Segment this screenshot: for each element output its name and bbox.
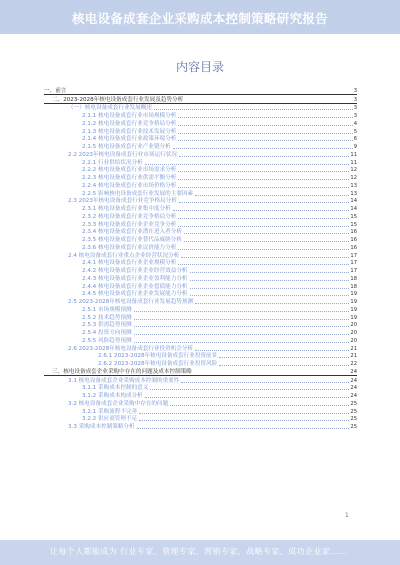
toc-leader-dots — [178, 263, 349, 265]
toc-entry[interactable] — [44, 399, 357, 407]
toc-entry-page: 24 — [350, 368, 357, 375]
toc-entry-title: 2.5.5 风险趋势预测 — [82, 337, 132, 344]
toc-leader-dots — [154, 108, 353, 110]
toc-entry-title: 2.1.1 核电设备成套行业市场规模分析 — [82, 113, 177, 119]
toc-entry-page: 3 — [353, 105, 357, 112]
footer-slogan: 让每个人都能成为 行业专家、管理专家、营销专家、战略专家、成功企业家...... — [50, 547, 348, 556]
toc-entry[interactable] — [44, 367, 357, 376]
toc-leader-dots — [178, 178, 349, 180]
toc-leader-dots — [150, 388, 349, 390]
toc-entry-title: 2.3.1 核电设备成套行业集中度分析 — [82, 206, 171, 212]
toc-entry[interactable] — [44, 228, 357, 236]
toc-entry-page: 5 — [353, 128, 357, 135]
toc-leader-dots — [173, 147, 353, 149]
toc-entry-title: 2.4.2 核电设备成套行业企业经营效益分析 — [82, 268, 188, 274]
toc-leader-dots — [145, 396, 350, 398]
toc-leader-dots — [190, 271, 350, 273]
toc-entry[interactable] — [44, 274, 357, 282]
toc-entry-page: 19 — [350, 306, 357, 313]
toc-entry[interactable] — [44, 189, 357, 197]
toc-leader-dots — [190, 287, 350, 289]
toc-leader-dots — [68, 92, 352, 93]
toc-entry-title: 2.6.2 2023-2028年核电设备成套行业投资风险 — [98, 361, 218, 367]
toc-entry-title: 2.4 核电设备成套行业重点企业经营状况分析 — [68, 252, 180, 259]
toc-entry-title: 2.3.4 核电设备成套行业潜在进入者分析 — [82, 229, 182, 236]
toc-entry-title: 2.3.6 核电设备成套行业议价能力分析 — [82, 244, 177, 251]
toc-entry-page: 3 — [353, 113, 357, 119]
toc-entry-title: 3.2.1 采购流程不完善 — [82, 408, 138, 415]
toc-leader-dots — [134, 341, 350, 343]
toc-entry-title: 2.1.4 核电设备成套行业政策环境分析 — [82, 136, 177, 143]
toc-entry[interactable] — [44, 384, 357, 392]
toc-entry-title: 2.2.5 影响核电设备成套行业发展的主要因素 — [82, 190, 194, 197]
toc-entry-page: 17 — [350, 260, 357, 267]
toc-entry-page: 11 — [350, 151, 357, 158]
toc-entry[interactable] — [44, 282, 357, 290]
toc-entry-page: 19 — [350, 291, 357, 298]
toc-entry[interactable] — [44, 220, 357, 228]
toc-entry[interactable] — [44, 235, 357, 243]
toc-entry-page: 25 — [350, 424, 357, 430]
toc-entry-page: 14 — [350, 198, 357, 205]
toc-entry-page: 12 — [350, 167, 357, 174]
toc-entry[interactable] — [44, 212, 357, 220]
toc-entry-title: 2.3 2023年核电设备成套行业竞争格局分析 — [68, 198, 177, 205]
toc-entry-title: 三、核电设备成套企业采购中存在的问题及成本控制策略 — [52, 368, 192, 375]
toc-leader-dots — [184, 232, 349, 234]
toc-entry-title: 一、前言 — [44, 87, 67, 94]
toc-entry-title: 2.4.5 核电设备成套行业企业发展能力分析 — [82, 291, 188, 298]
toc-entry-page: 15 — [350, 221, 357, 228]
toc-leader-dots — [179, 201, 350, 203]
toc-entry-page: 22 — [350, 361, 357, 367]
toc-entry-page: 21 — [350, 353, 357, 360]
report-title: 核电设备成套企业采购成本控制策略研究报告 — [71, 11, 328, 26]
toc-entry[interactable] — [44, 95, 357, 104]
toc-leader-dots — [195, 349, 349, 351]
toc-entry-title: 2.2.4 核电设备成套行业市场价格分析 — [82, 182, 177, 189]
toc-entry-page: 13 — [350, 190, 357, 197]
toc-leader-dots — [178, 186, 349, 188]
toc-leader-dots — [178, 132, 352, 134]
toc-entry-page: 11 — [350, 159, 357, 166]
page-footer — [0, 540, 400, 565]
toc-entry-page: 16 — [350, 237, 357, 243]
toc-leader-dots — [190, 294, 350, 296]
toc-entry-page: 13 — [350, 182, 357, 189]
toc-entry-page: 12 — [350, 175, 357, 181]
toc-entry[interactable] — [44, 266, 357, 274]
toc-entry-page: 17 — [350, 268, 357, 274]
table-of-contents — [44, 86, 357, 430]
toc-entry[interactable] — [44, 376, 357, 384]
toc-leader-dots — [185, 101, 353, 102]
toc-entry[interactable] — [44, 204, 357, 212]
toc-entry-title: 2.5.1 市场规模预测 — [82, 306, 132, 313]
toc-entry[interactable] — [44, 391, 357, 399]
toc-leader-dots — [173, 209, 350, 211]
toc-entry[interactable] — [44, 344, 357, 352]
toc-entry-title: 2.1.5 核电设备成套行业产业链分析 — [82, 144, 171, 150]
toc-entry-page: 20 — [350, 322, 357, 329]
toc-leader-dots — [170, 404, 349, 406]
toc-leader-dots — [139, 412, 349, 414]
toc-entry[interactable] — [44, 142, 357, 150]
toc-entry-page: 25 — [350, 416, 357, 423]
toc-entry[interactable] — [44, 336, 357, 344]
toc-entry-title: 2.4.1 核电设备成套行业企业规模分析 — [82, 260, 177, 267]
toc-leader-dots — [178, 139, 352, 141]
toc-entry-title: 2.2 2023年核电设备成套行业市场运行状况 — [68, 151, 177, 158]
toc-entry[interactable] — [44, 422, 357, 430]
toc-entry-title: 2.5.4 投资方向预测 — [82, 330, 132, 336]
toc-leader-dots — [134, 310, 350, 312]
toc-entry[interactable] — [44, 259, 357, 267]
toc-entry-title: 2.2.1 行业供给状况分析 — [82, 159, 143, 166]
toc-entry[interactable] — [44, 127, 357, 135]
toc-entry-page: 21 — [350, 345, 357, 352]
toc-entry-title: （一）核电设备成套行业发展概述 — [68, 105, 152, 112]
toc-leader-dots — [184, 240, 349, 242]
toc-entry[interactable] — [44, 251, 357, 259]
toc-entry[interactable] — [44, 359, 357, 367]
toc-entry-page: 24 — [350, 377, 357, 384]
toc-entry-page: 19 — [350, 314, 357, 321]
toc-entry-page: 24 — [350, 393, 357, 399]
toc-entry[interactable] — [44, 313, 357, 321]
toc-entry[interactable] — [44, 352, 357, 360]
toc-entry-title: 2.1.3 核电设备成套行业技术发展分析 — [82, 128, 177, 135]
toc-entry-page: 25 — [350, 400, 357, 407]
toc-entry-title: 2.4.3 核电设备成套行业企业盈利能力分析 — [82, 275, 188, 282]
toc-entry-title: 2.2.2 核电设备成套行业市场需求分析 — [82, 167, 177, 174]
toc-entry[interactable] — [44, 111, 357, 119]
toc-entry-title: 3.3 采购成本控制策略分析 — [68, 424, 135, 430]
toc-entry-title: 二、2023-2028年核电设备成套行业发展及趋势分析 — [52, 96, 184, 103]
toc-leader-dots — [178, 124, 352, 126]
toc-leader-dots — [178, 248, 349, 250]
toc-leader-dots — [195, 194, 349, 196]
toc-entry[interactable] — [44, 328, 357, 336]
toc-leader-dots — [195, 302, 349, 304]
toc-entry[interactable] — [44, 197, 357, 205]
toc-entry-title: 2.5 2023-2028年核电设备成套行业发展趋势预测 — [68, 299, 194, 305]
toc-entry-page: 3 — [353, 87, 357, 94]
toc-entry-page: 6 — [353, 136, 357, 143]
toc-entry[interactable] — [44, 173, 357, 181]
toc-leader-dots — [190, 279, 350, 281]
page-header — [0, 0, 400, 34]
toc-leader-dots — [179, 155, 350, 157]
toc-entry-title: 2.6 2023-2028年核电设备成套行业投资机会分析 — [68, 345, 194, 352]
page-number: 1 — [345, 512, 349, 519]
toc-entry-page: 15 — [350, 213, 357, 220]
toc-entry[interactable] — [44, 104, 357, 112]
toc-leader-dots — [145, 163, 350, 165]
toc-leader-dots — [134, 325, 350, 327]
toc-entry-page: 20 — [350, 330, 357, 336]
toc-entry-title: 3.2 核电设备成套企业采购中存在的问题 — [68, 400, 169, 407]
toc-entry-page: 18 — [350, 275, 357, 282]
toc-entry-title: 2.3.5 核电设备成套行业替代品威胁分析 — [82, 237, 182, 243]
toc-entry-title: 2.5.2 技术趋势预测 — [82, 314, 132, 321]
toc-entry-page: 14 — [350, 206, 357, 212]
toc-entry-title: 3.1.1 采购成本控制的意义 — [82, 385, 149, 392]
toc-entry-title: 3.1 核电设备成套企业采购成本控制的重要性 — [68, 377, 180, 384]
toc-leader-dots — [134, 333, 350, 335]
toc-entry[interactable] — [44, 297, 357, 305]
toc-entry-page: 3 — [353, 96, 357, 103]
toc-leader-dots — [134, 318, 350, 320]
toc-entry-title: 3.2.2 供应商管理不足 — [82, 416, 138, 423]
toc-entry-page: 18 — [350, 283, 357, 290]
toc-entry[interactable] — [44, 158, 357, 166]
toc-entry-title: 3.1.2 采购成本构成分析 — [82, 393, 143, 399]
toc-entry-page: 17 — [350, 252, 357, 259]
toc-entry[interactable] — [44, 243, 357, 251]
toc-entry[interactable] — [44, 415, 357, 423]
toc-entry-title: 2.3.3 核电设备成套行业企业竞争分析 — [82, 221, 177, 228]
toc-entry-page: 9 — [353, 144, 357, 150]
toc-leader-dots — [219, 364, 349, 366]
toc-entry-title: 2.3.2 核电设备成套行业竞争格局分析 — [82, 213, 177, 220]
toc-entry[interactable] — [44, 86, 357, 95]
toc-entry-title: 2.5.3 供需趋势预测 — [82, 322, 132, 329]
toc-entry-page: 19 — [350, 299, 357, 305]
toc-entry-page: 16 — [350, 244, 357, 251]
toc-leader-dots — [181, 381, 349, 383]
toc-leader-dots — [178, 116, 352, 118]
toc-entry[interactable] — [44, 150, 357, 158]
toc-entry-page: 16 — [350, 229, 357, 236]
toc-leader-dots — [194, 373, 350, 374]
toc-entry-title: 2.1.2 核电设备成套行业竞争格局分析 — [82, 120, 177, 127]
toc-leader-dots — [219, 356, 349, 358]
toc-entry[interactable] — [44, 305, 357, 313]
toc-leader-dots — [139, 419, 349, 421]
toc-leader-dots — [178, 225, 349, 227]
toc-entry-page: 24 — [350, 385, 357, 392]
toc-entry-title: 2.4.4 核电设备成套行业企业偿债能力分析 — [82, 283, 188, 290]
toc-entry-page: 20 — [350, 337, 357, 344]
toc-heading: 内容目录 — [175, 60, 224, 74]
toc-entry[interactable] — [44, 290, 357, 298]
toc-entry-title: 2.6.1 2023-2028年核电设备成套行业投资前景 — [98, 353, 218, 360]
toc-leader-dots — [181, 256, 349, 258]
toc-leader-dots — [178, 170, 349, 172]
toc-entry[interactable] — [44, 181, 357, 189]
toc-entry-page: 4 — [353, 120, 357, 127]
toc-entry[interactable] — [44, 119, 357, 127]
toc-entry[interactable] — [44, 166, 357, 174]
toc-leader-dots — [178, 217, 349, 219]
toc-leader-dots — [137, 427, 350, 429]
toc-entry-title: 2.2.3 核电设备成套行业供需平衡分析 — [82, 175, 177, 181]
toc-entry[interactable] — [44, 135, 357, 143]
toc-entry[interactable] — [44, 321, 357, 329]
toc-entry[interactable] — [44, 407, 357, 415]
toc-entry-page: 25 — [350, 408, 357, 415]
